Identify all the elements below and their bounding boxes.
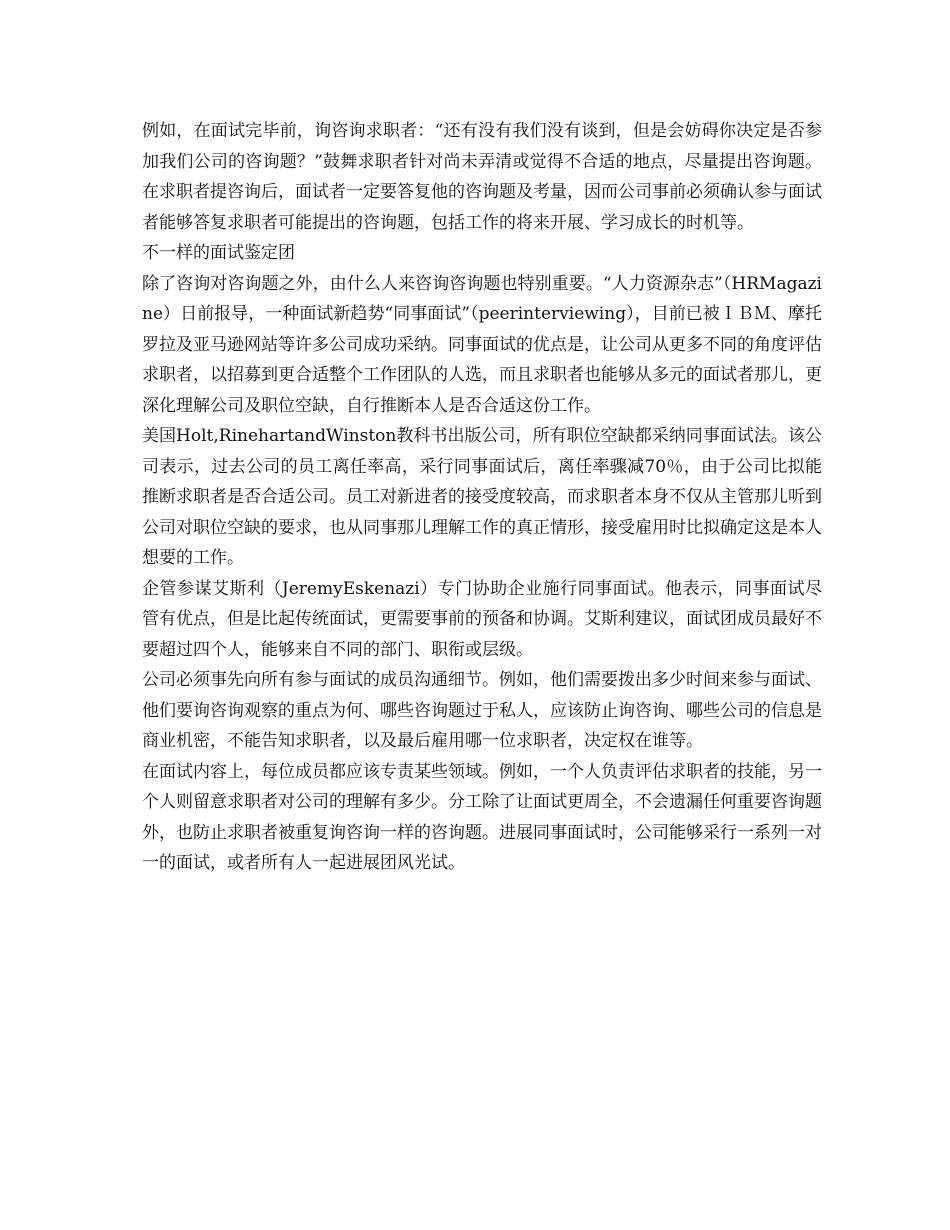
paragraph-communication-details: 公司必须事先向所有参与面试的成员沟通细节。例如，他们需要拨出多少时间来参与面试、他们要询咨询观察的重点为何、哪些咨询题过于私人，应该防止询咨询、哪些公司的信息是商业机密，不能告知求职者，以及最后雇用哪一位求职者，决定权在谁等。	[142, 670, 822, 751]
paragraph-interview-closing-question: 例如，在面试完毕前，询咨询求职者：“还有没有我们没有谈到，但是会妨碍你决定是否参加我们公司的咨询题？”鼓舞求职者针对尚未弄清或觉得不合适的地点，尽量提出咨询题。在求职者提咨询后，面试者一定要答复他的咨询题及考量，因而公司事前必须确认参与面试者能够答复求职者可能提出的咨询题，包括工作的将来开展、学习成长的时机等。	[142, 121, 822, 233]
paragraph-holt-case-study: 美国Holt,RinehartandWinston教科书出版公司，所有职位空缺都采纳同事面试法。该公司表示，过去公司的员工离任率高，采行同事面试后，离任率骤减70％，由于公司比拟能推断求职者是否合适公司。员工对新进者的接受度较高，而求职者本身不仅从主管那儿听到公司对职位空缺的要求，也从同事那儿理解工作的真正情形，接受雇用时比拟确定这是本人想要的工作。	[142, 426, 822, 568]
document-body	[142, 116, 822, 879]
paragraph-peer-interviewing-trend: 除了咨询对咨询题之外，由什么人来咨询咨询题也特别重要。“人力资源杂志”（HRMagazine）日前报导，一种面试新趋势“同事面试”（peerinterviewing），目前已被ＩＢＭ、摩托罗拉及亚马逊网站等许多公司成功采纳。同事面试的优点是，让公司从更多不同的角度评估求职者，以招募到更合适整个工作团队的人选，而且求职者也能够从多元的面试者那儿，更深化理解公司及职位空缺，自行推断本人是否合适这份工作。	[142, 273, 822, 416]
paragraph-consultant-advice: 企管参谋艾斯利（JeremyEskenazi）专门协助企业施行同事面试。他表示，同事面试尽管有优点，但是比起传统面试，更需要事前的预备和协调。艾斯利建议，面试团成员最好不要超过四个人，能够来自不同的部门、职衔或层级。	[142, 578, 822, 660]
paragraph-division-of-labor: 在面试内容上，每位成员都应该专责某些领域。例如，一个人负责评估求职者的技能，另一个人则留意求职者对公司的理解有多少。分工除了让面试更周全，不会遗漏任何重要咨询题外，也防止求职者被重复询咨询一样的咨询题。进展同事面试时，公司能够采行一系列一对一的面试，或者所有人一起进展团风光试。	[142, 761, 822, 873]
section-heading-peer-panel: 不一样的面试鉴定团	[142, 243, 295, 263]
